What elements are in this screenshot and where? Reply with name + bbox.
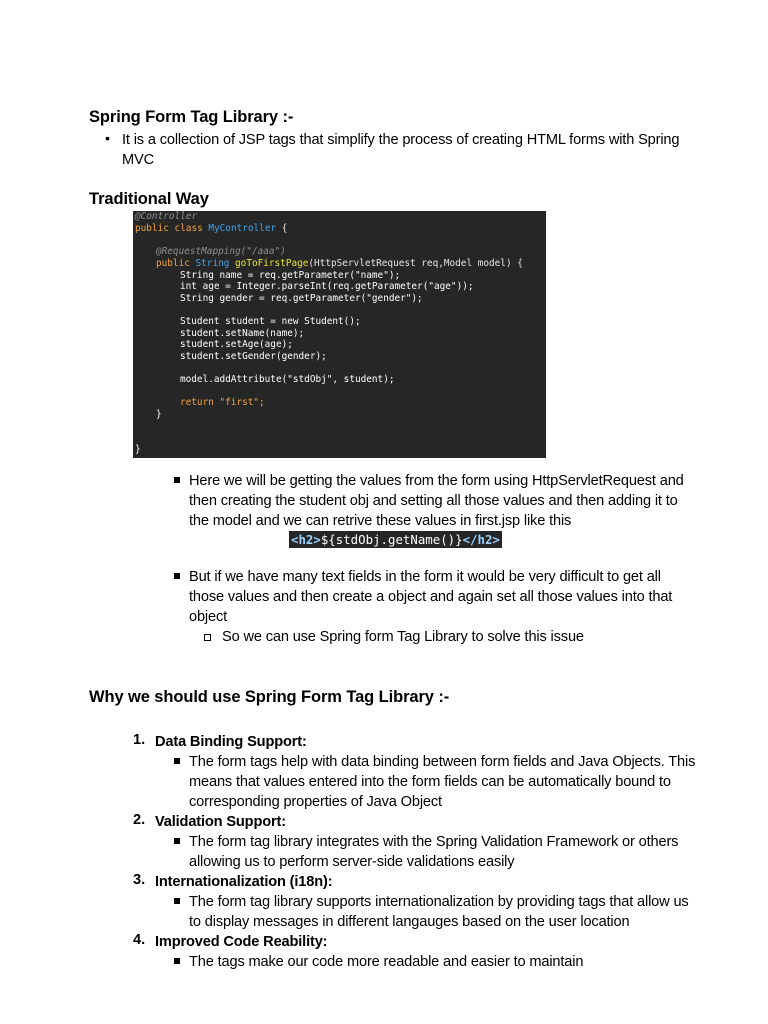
code-line: } [156, 409, 162, 420]
square-bullet-icon [174, 958, 180, 964]
code-line: student.setName(name); [180, 328, 305, 339]
list-item-text: allowing us to perform server-side validations easily [189, 854, 515, 870]
list-item-heading: Internationalization (i18n): [155, 874, 333, 890]
list-number: 4. [133, 932, 146, 948]
point-1-line-3: the model and we can retrive these values in first.jsp like this [189, 513, 572, 529]
list-item-text: means that values entered into the form fields can be automatically bound to [189, 774, 671, 790]
code-line: model.addAttribute("stdObj", student); [180, 374, 395, 385]
jsp-code-snippet [289, 531, 502, 548]
hollow-square-bullet-icon [204, 634, 211, 641]
code-text: (HttpServletRequest req,Model model) { [308, 258, 523, 269]
list-item-text: The form tags help with data binding between form fields and Java Objects. This [189, 754, 696, 770]
list-number: 1. [133, 732, 146, 748]
list-item-text: corresponding properties of Java Object [189, 794, 442, 810]
code-annotation: @Controller [135, 211, 198, 222]
section-title-spring-form-tag-library: Spring Form Tag Library :- [89, 108, 294, 126]
code-text: { [276, 223, 288, 234]
point-1-line-1: Here we will be getting the values from the form using HttpServletRequest and [189, 473, 684, 489]
code-annotation: @RequestMapping("/aaa") [156, 246, 286, 257]
code-line: student.setGender(gender); [180, 351, 327, 362]
point-2-line-2: those values and then create a object and again set all those values into that [189, 589, 673, 605]
point-2-line-3: object [189, 609, 228, 625]
code-line: student.setAge(age); [180, 339, 293, 350]
square-bullet-icon [174, 898, 180, 904]
square-bullet-icon [174, 838, 180, 844]
code-line: int age = Integer.parseInt(req.getParameter("age")); [180, 281, 474, 292]
intro-text-line-2: MVC [122, 152, 154, 168]
subpoint-text: So we can use Spring form Tag Library to solve this issue [222, 629, 584, 645]
list-item-text: The form tag library supports internationalization by providing tags that allow us [189, 894, 689, 910]
point-1-line-2: then creating the student obj and setting all those values and then adding it to [189, 493, 678, 509]
list-number: 2. [133, 812, 146, 828]
code-line: } [135, 444, 141, 455]
section-title-why-use: Why we should use Spring Form Tag Library :- [89, 688, 450, 706]
intro-text-line-1: It is a collection of JSP tags that simplify the process of creating HTML forms with Spring [122, 132, 680, 148]
code-classname: MyController [208, 223, 277, 234]
list-item-text: The form tag library integrates with the Spring Validation Framework or others [189, 834, 679, 850]
code-method-name: goToFirstPage [235, 258, 309, 269]
section-title-traditional-way: Traditional Way [89, 190, 209, 208]
code-keyword: public [156, 258, 196, 269]
code-line: String name = req.getParameter("name"); [180, 270, 401, 281]
jsp-expression: ${stdObj.getName()} [320, 532, 463, 547]
list-item-heading: Validation Support: [155, 814, 286, 830]
jsp-open-tag: <h2> [291, 532, 321, 547]
list-item-text: to display messages in different langauges based on the user location [189, 914, 630, 930]
jsp-close-tag: </h2> [462, 532, 500, 547]
code-type: String [195, 258, 236, 269]
code-return-statement: return "first"; [180, 397, 265, 408]
list-item-heading: Data Binding Support: [155, 734, 307, 750]
code-block [133, 211, 546, 458]
square-bullet-icon [174, 477, 180, 483]
code-line: Student student = new Student(); [180, 316, 361, 327]
list-item-text: The tags make our code more readable and easier to maintain [189, 954, 584, 970]
list-number: 3. [133, 872, 146, 888]
square-bullet-icon [174, 758, 180, 764]
bullet-dot-icon: • [105, 130, 110, 146]
square-bullet-icon [174, 573, 180, 579]
code-line: String gender = req.getParameter("gender"); [180, 293, 423, 304]
list-item-heading: Improved Code Reability: [155, 934, 328, 950]
point-2-line-1: But if we have many text fields in the form it would be very difficult to get all [189, 569, 661, 585]
code-keyword: public class [135, 223, 209, 234]
